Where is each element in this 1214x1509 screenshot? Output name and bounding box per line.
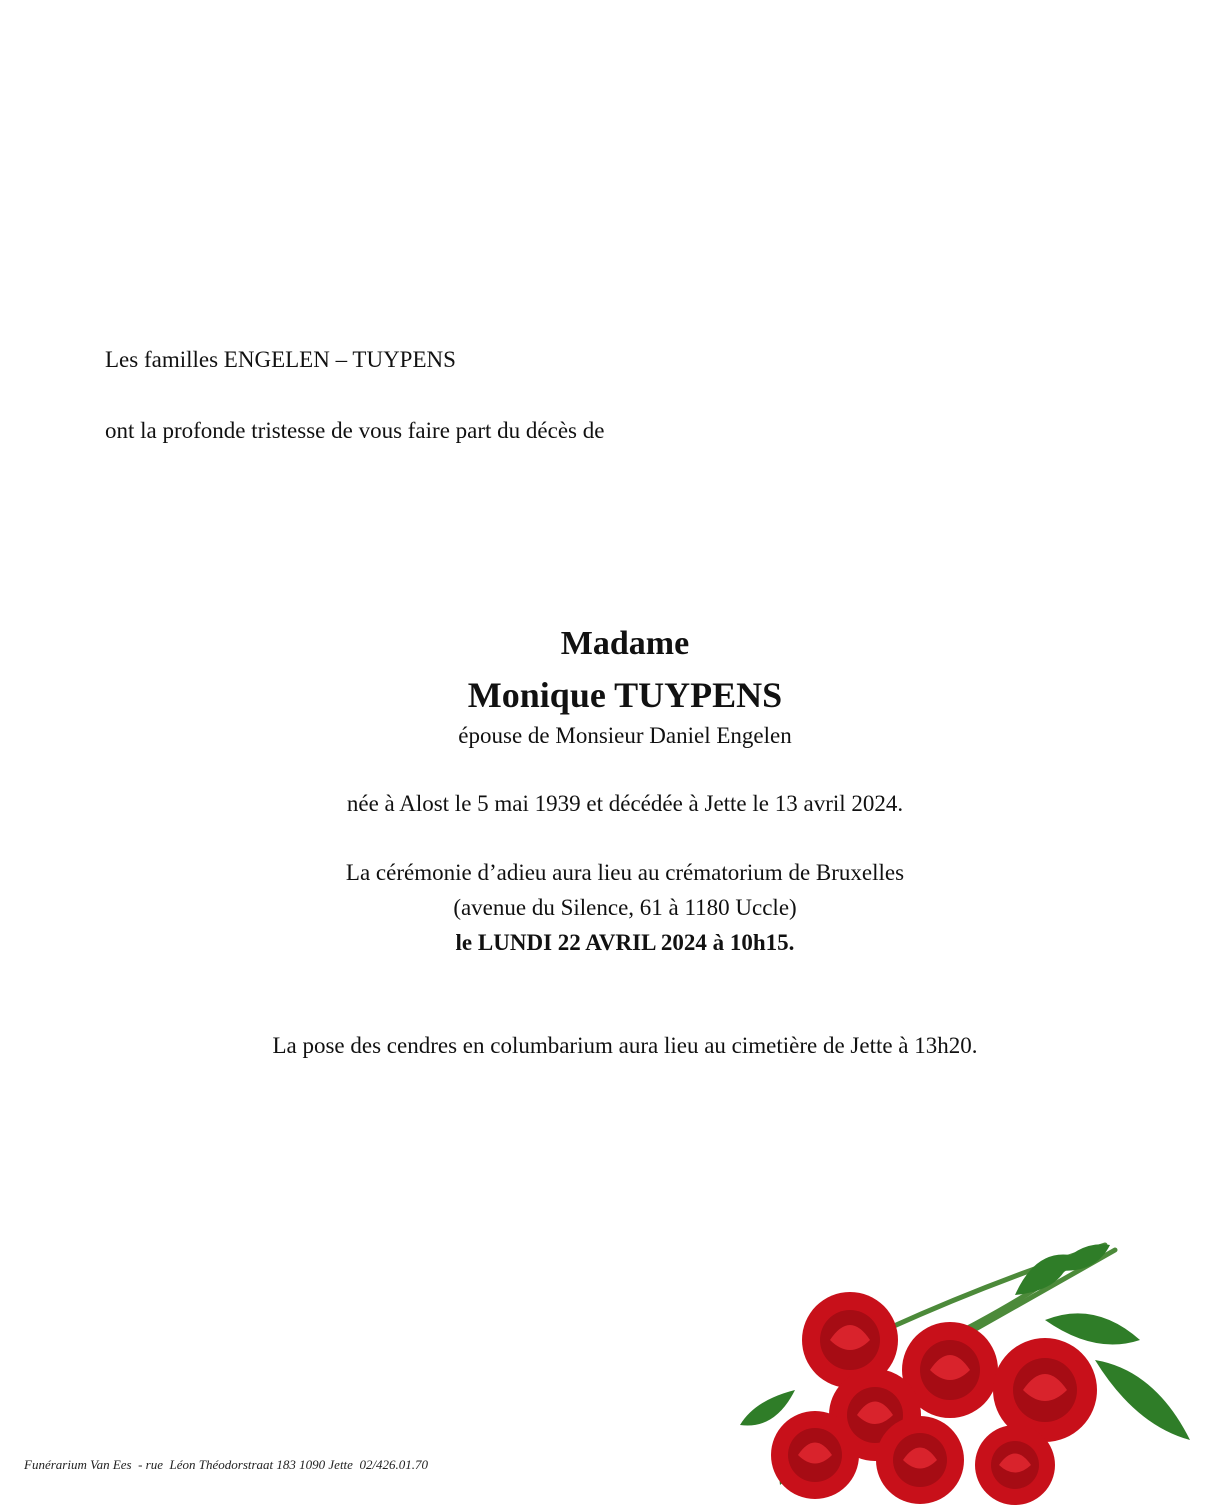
funeral-home-footer: Funérarium Van Ees - rue Léon Théodorstraat 183 1090 Jette 02/426.01.70	[24, 1457, 429, 1472]
deceased-dates: née à Alost le 5 mai 1939 et décédée à Jette le 13 avril 2024.	[346, 791, 904, 816]
intro-families: Les familles ENGELEN – TUYPENS	[105, 347, 456, 372]
ceremony-date: le LUNDI 22 AVRIL 2024 à 10h15.	[455, 930, 795, 955]
ceremony-address: (avenue du Silence, 61 à 1180 Uccle)	[453, 895, 797, 920]
ashes-notice: La pose des cendres en columbarium aura lieu au cimetière de Jette à 13h20.	[272, 1033, 978, 1058]
deceased-name: Monique TUYPENS	[467, 675, 783, 715]
deceased-title: Madame	[560, 625, 690, 662]
ceremony-location: La cérémonie d’adieu aura lieu au crématorium de Bruxelles	[345, 860, 905, 885]
deceased-spouse: épouse de Monsieur Daniel Engelen	[458, 723, 792, 748]
red-roses-illustration	[735, 1240, 1205, 1509]
intro-announcement: ont la profonde tristesse de vous faire part du décès de	[105, 418, 605, 443]
